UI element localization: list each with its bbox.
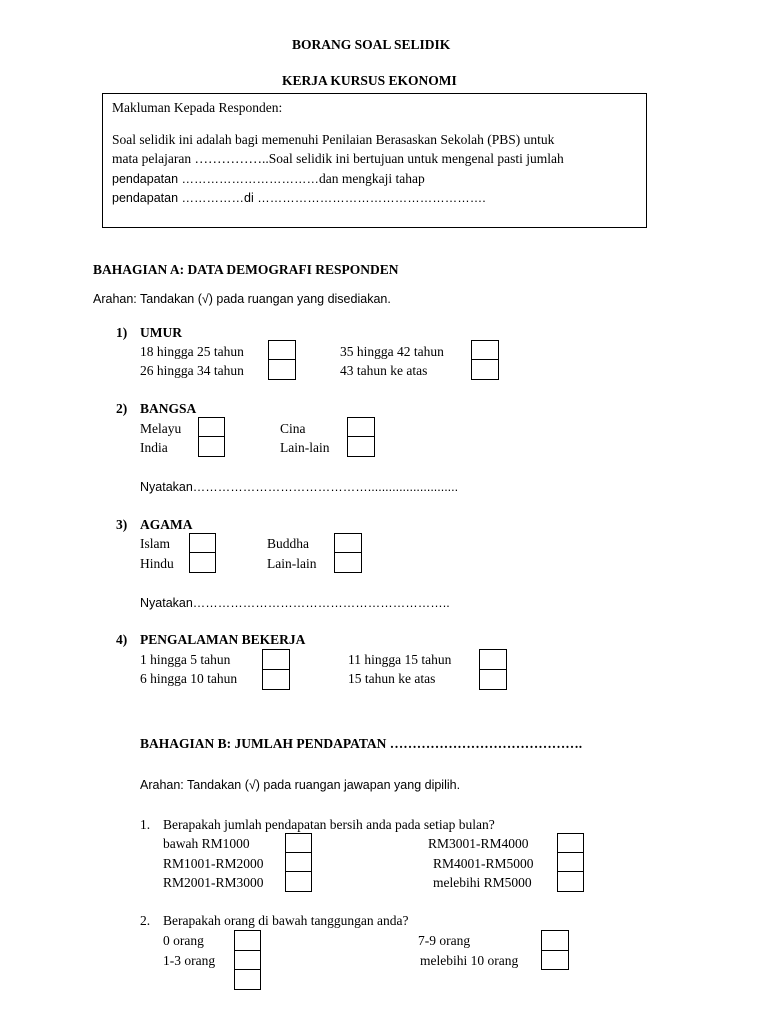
checkbox-dependents-1-3[interactable] bbox=[234, 950, 261, 970]
checkbox-experience-6-10[interactable] bbox=[262, 669, 290, 690]
checkbox-race-melayu[interactable] bbox=[198, 417, 225, 437]
q3-option-label: Hindu bbox=[140, 556, 174, 571]
checkbox-religion-islam[interactable] bbox=[189, 533, 216, 553]
b-q2-option-label: melebihi 10 orang bbox=[420, 953, 519, 968]
q4-option-label: 6 hingga 10 tahun bbox=[140, 671, 238, 686]
info-line-3-a: pendapatan …………………………… bbox=[112, 172, 320, 186]
checkbox-dependents-7-9[interactable] bbox=[541, 930, 569, 951]
q2-number: 2) bbox=[116, 401, 128, 416]
q2-title: BANGSA bbox=[140, 401, 197, 416]
b-q1-option-label: RM2001-RM3000 bbox=[163, 875, 264, 890]
checkbox-income-3001-4000[interactable] bbox=[557, 833, 584, 853]
q4-option-label: 15 tahun ke atas bbox=[348, 671, 436, 686]
q2-option-label: Cina bbox=[280, 421, 306, 436]
q2-option-label: India bbox=[140, 440, 168, 455]
q1-option-label: 26 hingga 34 tahun bbox=[140, 363, 244, 378]
checkbox-income-above-5000[interactable] bbox=[557, 871, 584, 892]
b-q1-number: 1. bbox=[140, 817, 151, 832]
section-a-title: BAHAGIAN A: DATA DEMOGRAFI RESPONDEN bbox=[93, 262, 399, 277]
checkbox-dependents-extra[interactable] bbox=[234, 969, 261, 990]
checkbox-religion-hindu[interactable] bbox=[189, 552, 216, 573]
checkbox-income-4001-5000[interactable] bbox=[557, 852, 584, 872]
info-line-3 bbox=[112, 172, 425, 186]
section-a-instruction: Arahan: Tandakan (√) pada ruangan yang disediakan. bbox=[93, 292, 391, 306]
section-b-instruction: Arahan: Tandakan (√) pada ruangan jawapan yang dipilih. bbox=[140, 778, 461, 792]
q3-option-label: Lain-lain bbox=[267, 556, 317, 571]
q1-option-label: 43 tahun ke atas bbox=[340, 363, 428, 378]
checkbox-dependents-0[interactable] bbox=[234, 930, 261, 951]
q3-title: AGAMA bbox=[140, 517, 193, 532]
checkbox-age-18-25[interactable] bbox=[268, 340, 296, 360]
info-heading: Makluman Kepada Responden: bbox=[112, 100, 283, 115]
b-q1-option-label: bawah RM1000 bbox=[163, 836, 250, 851]
q4-option-label: 1 hingga 5 tahun bbox=[140, 652, 231, 667]
info-line-4: pendapatan ……………di ………………………………………………. bbox=[112, 191, 486, 205]
checkbox-religion-buddha[interactable] bbox=[334, 533, 362, 553]
b-q2-option-label: 1-3 orang bbox=[163, 953, 216, 968]
section-b-title: BAHAGIAN B: JUMLAH PENDAPATAN ……………………………………. bbox=[140, 736, 583, 751]
checkbox-race-lain-lain[interactable] bbox=[347, 436, 375, 457]
q3-option-label: Islam bbox=[140, 536, 170, 551]
b-q1-option-label: RM3001-RM4000 bbox=[428, 836, 529, 851]
q2-option-label: Lain-lain bbox=[280, 440, 330, 455]
q2-specify-field[interactable]: Nyatakan…………………………………….......................... bbox=[140, 480, 459, 494]
b-q2-text: Berapakah orang di bawah tanggungan anda? bbox=[163, 913, 409, 928]
checkbox-age-35-42[interactable] bbox=[471, 340, 499, 360]
info-line-3-b: dan mengkaji tahap bbox=[319, 171, 425, 186]
checkbox-income-below-1000[interactable] bbox=[285, 833, 312, 853]
q4-option-label: 11 hingga 15 tahun bbox=[348, 652, 452, 667]
checkbox-income-2001-3000[interactable] bbox=[285, 871, 312, 892]
b-q2-option-label: 7-9 orang bbox=[418, 933, 471, 948]
q3-number: 3) bbox=[116, 517, 128, 532]
q1-option-label: 18 hingga 25 tahun bbox=[140, 344, 244, 359]
checkbox-race-cina[interactable] bbox=[347, 417, 375, 437]
q3-specify-field[interactable]: Nyatakan…………………………………………………….. bbox=[140, 596, 450, 610]
q2-option-label: Melayu bbox=[140, 421, 182, 436]
q4-number: 4) bbox=[116, 632, 128, 647]
b-q1-option-label: RM4001-RM5000 bbox=[433, 856, 534, 871]
checkbox-dependents-above-10[interactable] bbox=[541, 950, 569, 970]
b-q1-option-label: melebihi RM5000 bbox=[433, 875, 532, 890]
q1-title: UMUR bbox=[140, 325, 182, 340]
q3-option-label: Buddha bbox=[267, 536, 309, 551]
checkbox-age-26-34[interactable] bbox=[268, 359, 296, 380]
b-q1-text: Berapakah jumlah pendapatan bersih anda pada setiap bulan? bbox=[163, 817, 495, 832]
checkbox-income-1001-2000[interactable] bbox=[285, 852, 312, 872]
q1-option-label: 35 hingga 42 tahun bbox=[340, 344, 444, 359]
checkbox-experience-1-5[interactable] bbox=[262, 649, 290, 670]
respondent-info-box bbox=[102, 93, 647, 228]
q1-number: 1) bbox=[116, 325, 128, 340]
checkbox-experience-11-15[interactable] bbox=[479, 649, 507, 670]
info-line-2: mata pelajaran ……………..Soal selidik ini bertujuan untuk mengenal pasti jumlah bbox=[112, 151, 564, 166]
checkbox-race-india[interactable] bbox=[198, 436, 225, 457]
b-q1-option-label: RM1001-RM2000 bbox=[163, 856, 264, 871]
b-q2-number: 2. bbox=[140, 913, 151, 928]
form-subtitle: KERJA KURSUS EKONOMI bbox=[282, 73, 457, 88]
checkbox-experience-15-plus[interactable] bbox=[479, 669, 507, 690]
q4-title: PENGALAMAN BEKERJA bbox=[140, 632, 306, 647]
info-line-1: Soal selidik ini adalah bagi memenuhi Penilaian Berasaskan Sekolah (PBS) untuk bbox=[112, 132, 555, 147]
checkbox-religion-lain-lain[interactable] bbox=[334, 552, 362, 573]
form-title: BORANG SOAL SELIDIK bbox=[292, 37, 451, 52]
b-q2-option-label: 0 orang bbox=[163, 933, 204, 948]
checkbox-age-43-plus[interactable] bbox=[471, 359, 499, 380]
